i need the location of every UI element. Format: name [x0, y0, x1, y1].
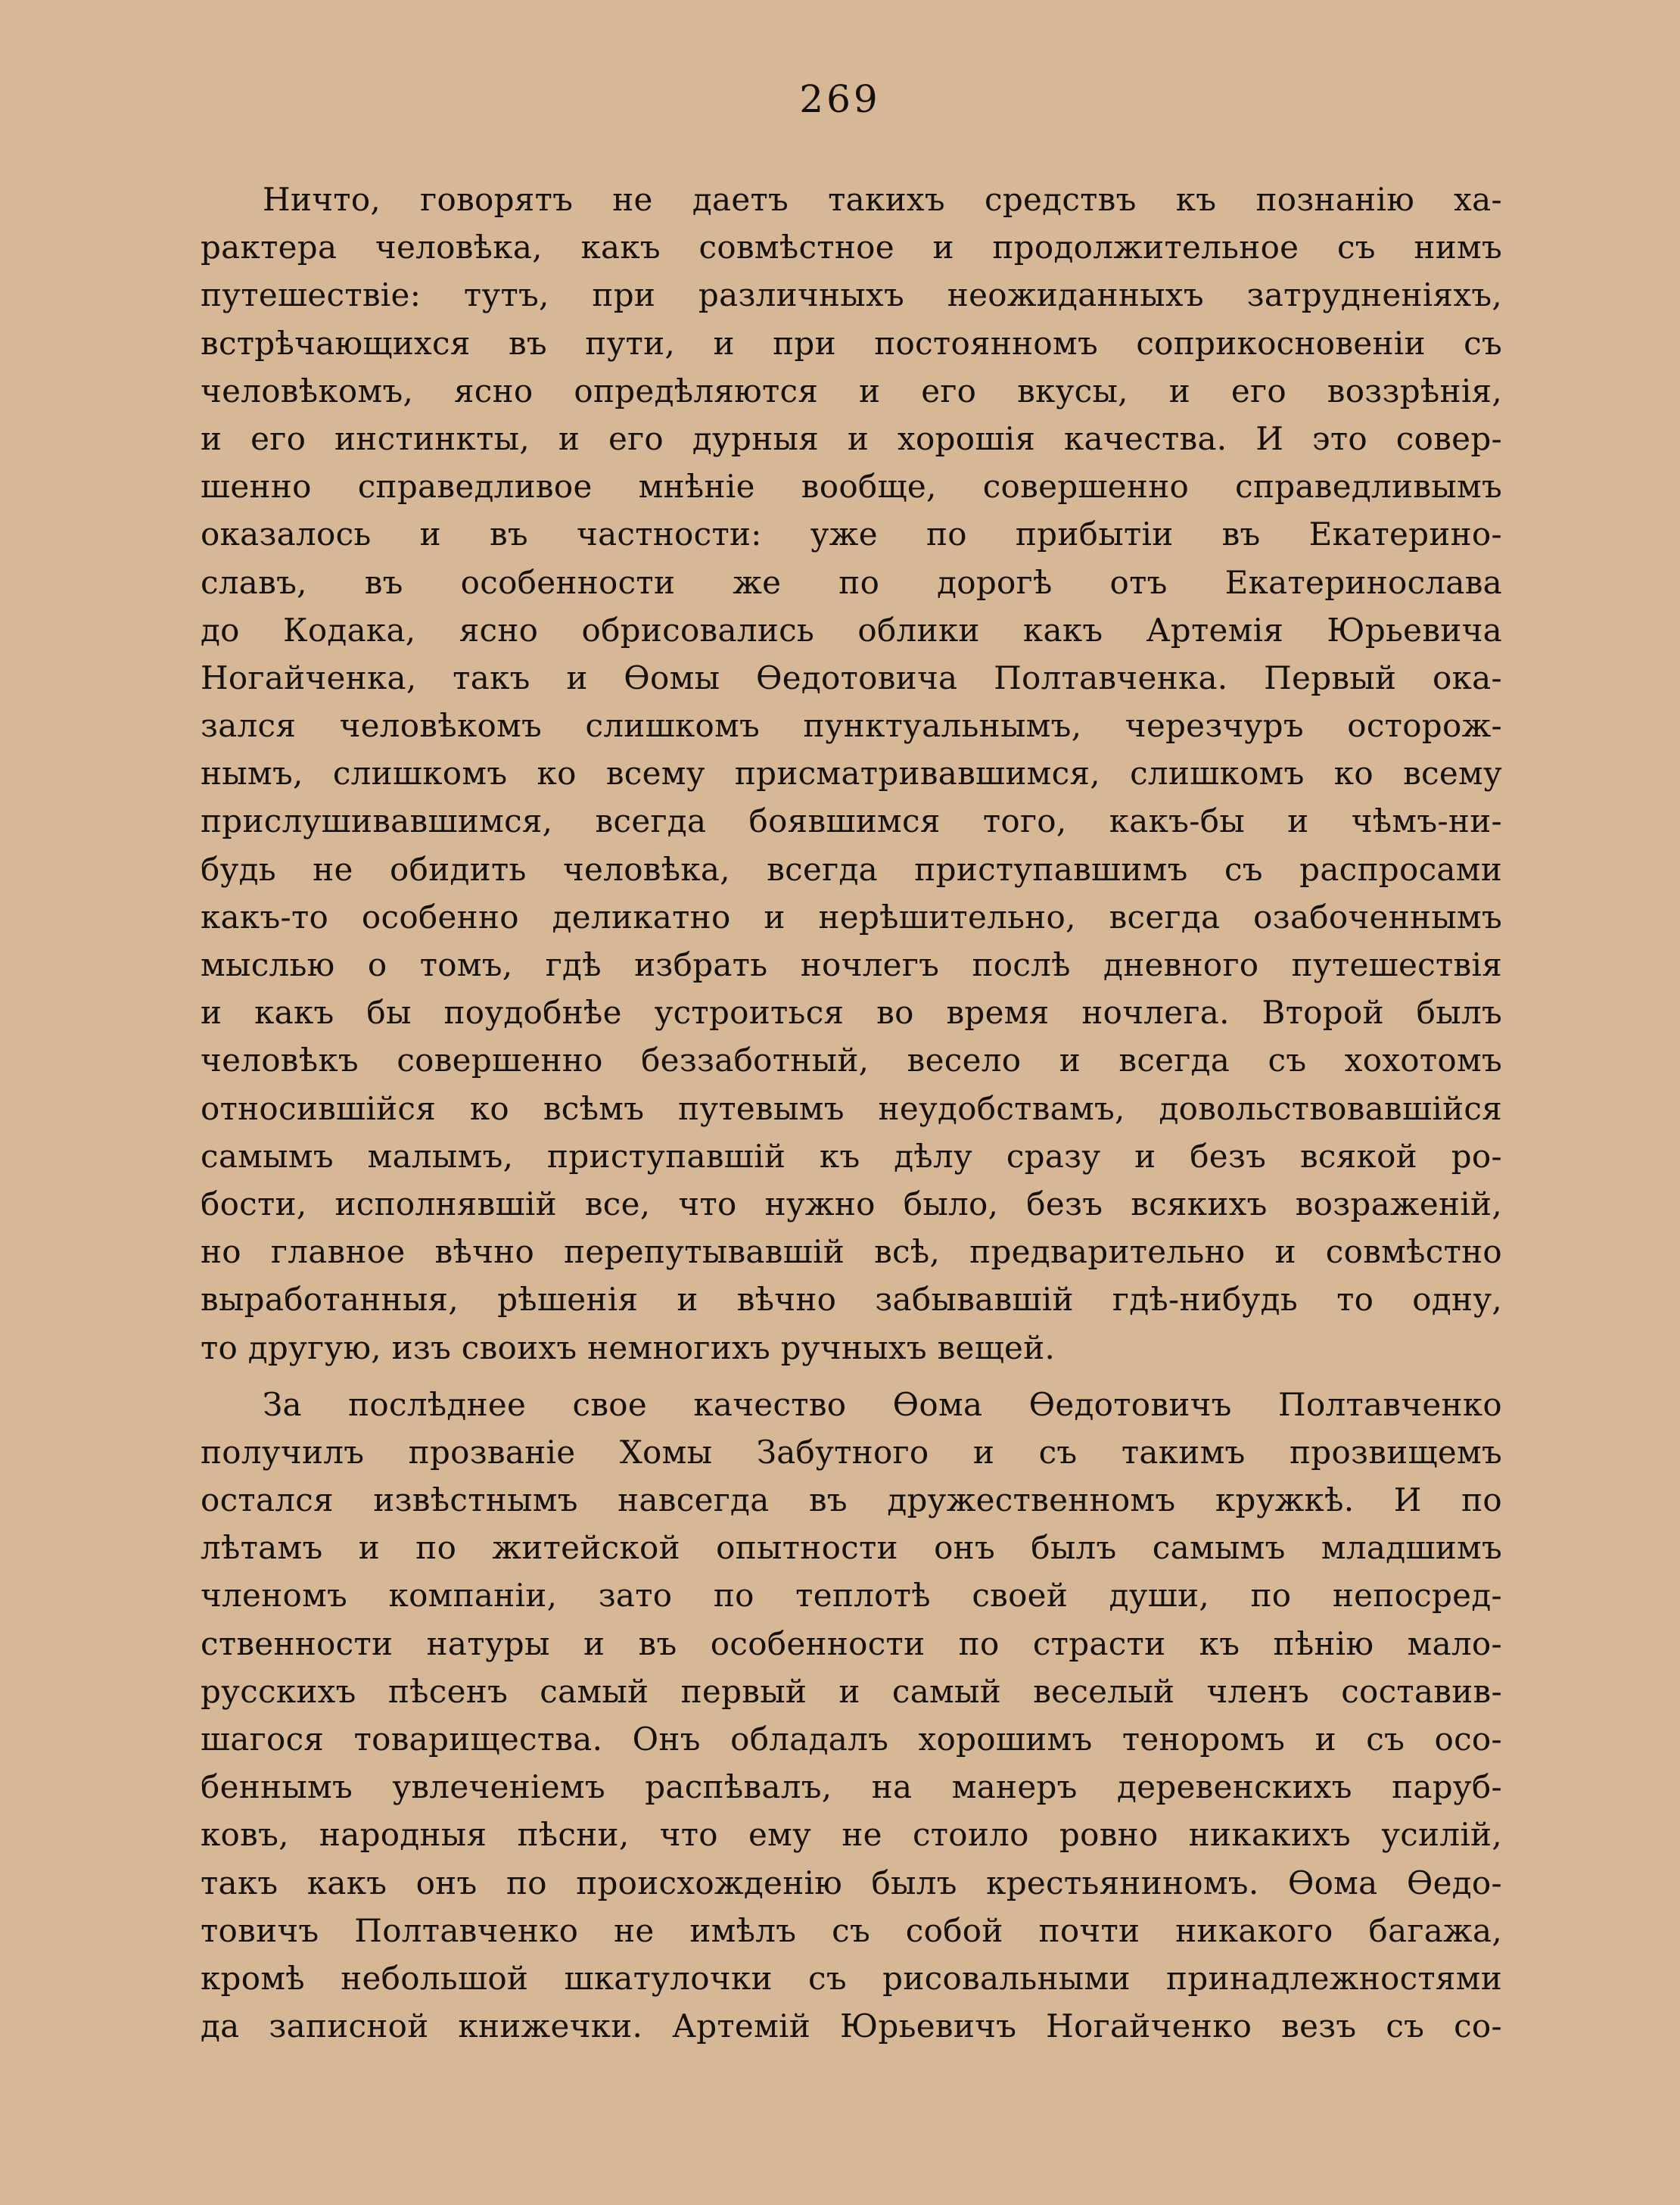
text-line: русскихъ пѣсенъ самый первый и самый веселый членъ составив-: [201, 1672, 1502, 1710]
paragraph: [201, 176, 1502, 1372]
text-line: ственности натуры и въ особенности по страсти къ пѣнію мало-: [201, 1624, 1502, 1662]
text-line: человѣкомъ, ясно опредѣляются и его вкусы, и его воззрѣнія,: [201, 372, 1502, 410]
text-line: выработанныя, рѣшенія и вѣчно забывавшій гдѣ-нибудь то одну,: [201, 1281, 1502, 1319]
text-line: и какъ бы поудобнѣе устроиться во время ночлега. Второй былъ: [201, 994, 1502, 1032]
text-line: шагося товарищества. Онъ обладалъ хорошимъ теноромъ и съ осо-: [201, 1721, 1502, 1758]
text-line: славъ, въ особенности же по дорогѣ отъ Екатеринослава: [201, 563, 1502, 601]
paragraph: [201, 1381, 1502, 2051]
text-line: относившійся ко всѣмъ путевымъ неудобствамъ, довольствовавшійся: [201, 1089, 1502, 1127]
text-line: и его инстинкты, и его дурныя и хорошія качества. И это совер-: [201, 419, 1502, 457]
text-line: бости, исполнявшій все, что нужно было, безъ всякихъ возраженій,: [201, 1185, 1502, 1222]
text-line: Ногайченка, такъ и Ѳомы Ѳедотовича Полтавченка. Первый ока-: [201, 659, 1502, 696]
text-line: За послѣднее свое качество Ѳома Ѳедотовичъ Полтавченко: [263, 1385, 1502, 1423]
text-line: да записной книжечки. Артемій Юрьевичъ Ногайченко везъ съ со-: [201, 2007, 1502, 2045]
text-line: шенно справедливое мнѣніе вообще, совершенно справедливымъ: [201, 468, 1502, 506]
text-line: товичъ Полтавченко не имѣлъ съ собой почти никакого багажа,: [201, 1911, 1502, 1949]
page-number: 269: [799, 77, 881, 121]
text-line: прислушивавшимся, всегда боявшимся того, какъ-бы и чѣмъ-ни-: [201, 802, 1502, 840]
text-line: такъ какъ онъ по происхожденію былъ крестьяниномъ. Ѳома Ѳедо-: [201, 1864, 1502, 1901]
paragraph-gap: [201, 1372, 1502, 1381]
text-line: будь не обидить человѣка, всегда приступавшимъ съ распросами: [201, 850, 1502, 888]
text-line: мыслью о томъ, гдѣ избрать ночлегъ послѣ дневного путешествія: [201, 946, 1502, 983]
text-line: получилъ прозваніе Хомы Забутного и съ такимъ прозвищемъ: [201, 1433, 1502, 1471]
text-line: лѣтамъ и по житейской опытности онъ былъ самымъ младшимъ: [201, 1529, 1502, 1567]
text-line: зался человѣкомъ слишкомъ пунктуальнымъ, черезчуръ осторож-: [201, 707, 1502, 745]
text-line: Ничто, говорятъ не даетъ такихъ средствъ къ познанію ха-: [263, 181, 1502, 218]
text-line: встрѣчающихся въ пути, и при постоянномъ соприкосновеніи съ: [201, 324, 1502, 362]
text-line: путешествіе: тутъ, при различныхъ неожиданныхъ затрудненіяхъ,: [201, 276, 1502, 314]
text-line: человѣкъ совершенно беззаботный, весело и всегда съ хохотомъ: [201, 1042, 1502, 1079]
text-line: но главное вѣчно перепутывавшій всѣ, предварительно и совмѣстно: [201, 1233, 1502, 1271]
text-line: то другую, изъ своихъ немногихъ ручныхъ вещей.: [201, 1328, 1056, 1366]
text-line: оказалось и въ частности: уже по прибытіи въ Екатерино-: [201, 515, 1502, 553]
text-line: членомъ компаніи, зато по теплотѣ своей души, по непосред-: [201, 1577, 1502, 1615]
text-line: рактера человѣка, какъ совмѣстное и продолжительное съ нимъ: [201, 229, 1502, 266]
text-line: до Кодака, ясно обрисовались облики какъ Артемія Юрьевича: [201, 611, 1502, 649]
text-body: [201, 176, 1502, 2050]
text-line: остался извѣстнымъ навсегда въ дружественномъ кружкѣ. И по: [201, 1481, 1502, 1519]
text-line: беннымъ увлеченіемъ распѣвалъ, на манеръ деревенскихъ паруб-: [201, 1768, 1502, 1806]
text-line: кромѣ небольшой шкатулочки съ рисовальными принадлежностями: [201, 1959, 1502, 1997]
text-line: ковъ, народныя пѣсни, что ему не стоило ровно никакихъ усилій,: [201, 1816, 1502, 1854]
text-line: какъ-то особенно деликатно и нерѣшительно, всегда озабоченнымъ: [201, 898, 1502, 936]
text-line: нымъ, слишкомъ ко всему присматривавшимся, слишкомъ ко всему: [201, 755, 1502, 793]
text-line: самымъ малымъ, приступавшій къ дѣлу сразу и безъ всякой ро-: [201, 1137, 1502, 1175]
